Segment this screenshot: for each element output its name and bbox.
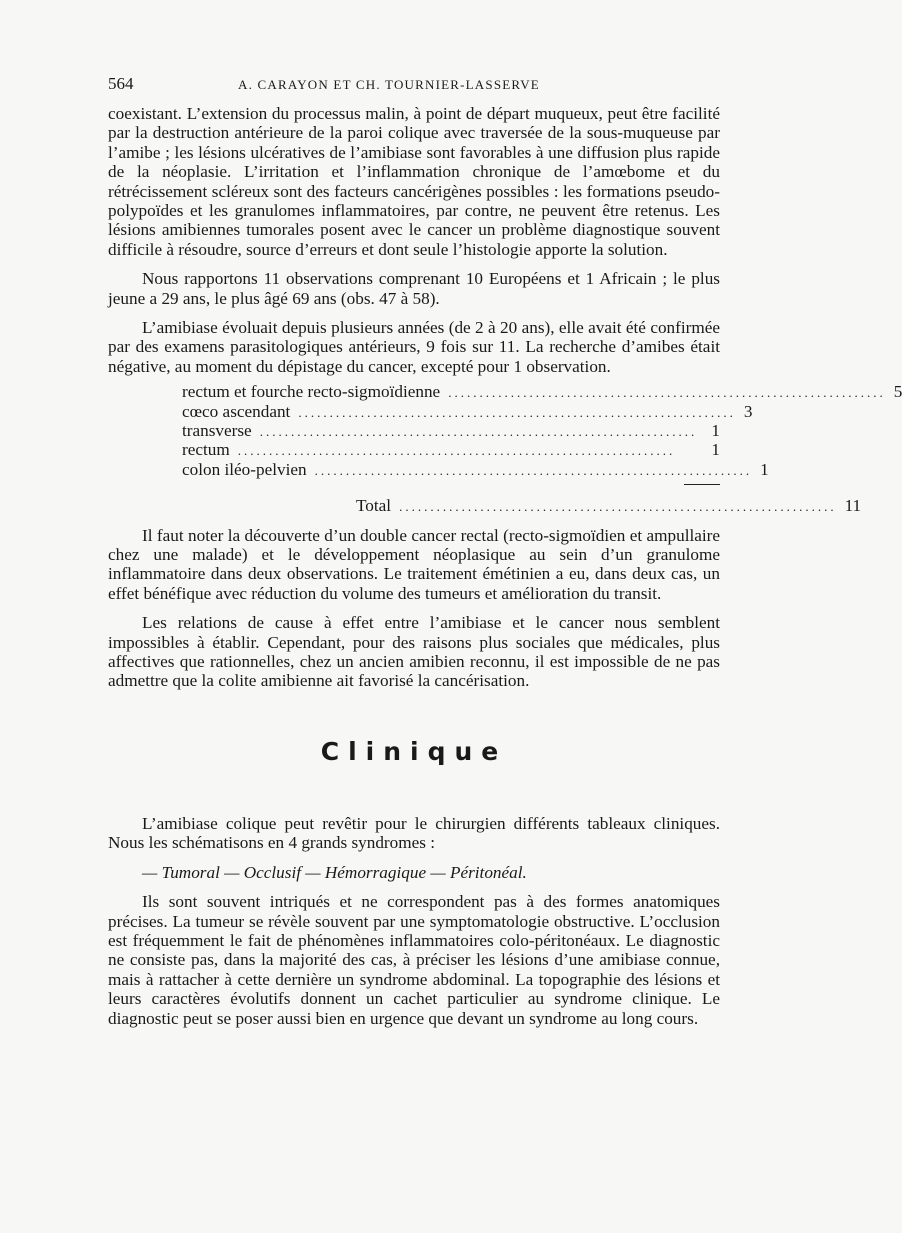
paragraph-7: Ils sont souvent intriqués et ne correspondent pas à des formes anatomiques précises. La tumeur se révèle souvent par une symptomatologie obstructive. L’occlusion est fréquemment le fait de phénomènes inflammatoires colo-péritonéaux. Le diagnostic ne consiste pas, dans la majorité des cas, à préciser les lésions d’une amibiase connue, mais à rattacher à cette dernière un syndrome abdominal. La topographie des lésions et leurs caractères évolutifs donnent un cachet particulier au syndrome clinique. Le diagnostic peut se poser aussi bien en urgence que devant un syndrome au long cours. [108, 892, 720, 1028]
total-label: Total [356, 496, 392, 516]
dot-leader: ...................................................................... [399, 499, 837, 515]
location-row [182, 382, 902, 402]
location-name: cœco ascendant [182, 401, 291, 421]
total-rule [684, 484, 720, 485]
dot-leader: ...................................................................... [298, 404, 736, 420]
total-count: 11 [844, 496, 862, 516]
page-number: 564 [108, 74, 134, 93]
dot-leader: ...................................................................... [237, 443, 676, 459]
total-row [356, 496, 862, 516]
dot-leader: ...................................................................... [448, 385, 886, 401]
location-table [182, 382, 902, 516]
syndromes-line: — Tumoral — Occlusif — Hémorragique — Péritonéal. [142, 862, 527, 882]
dot-leader: ...................................................................... [259, 424, 698, 440]
paragraph-5: Les relations de cause à effet entre l’amibiase et le cancer nous semblent impossibles à établir. Cependant, pour des raisons plus sociales que médicales, plus affectives que rationnelles, chez un ancien amibien reconnu, il est impossible de ne pas admettre que la colite amibienne ait favorisé la cancérisation. [108, 613, 720, 691]
section-title: Clinique [320, 736, 508, 766]
location-name: rectum [182, 440, 230, 460]
location-count: 1 [711, 440, 720, 460]
location-row [182, 421, 720, 440]
location-row [182, 440, 720, 459]
location-row [182, 401, 753, 421]
running-head: A. CARAYON ET CH. TOURNIER-LASSERVE [238, 77, 540, 92]
location-count: 3 [743, 401, 753, 421]
dot-leader: ...................................................................... [314, 462, 753, 478]
location-count: 5 [893, 382, 902, 402]
paragraph-3: L’amibiase évoluait depuis plusieurs années (de 2 à 20 ans), elle avait été confirmée par des examens parasitologiques antérieurs, 9 fois sur 11. La recherche d’amibes était négative, au moment du dépistage du cancer, excepté pour 1 observation. [108, 318, 720, 376]
location-name: rectum et fourche recto-sigmoïdienne [182, 382, 441, 402]
page-header [108, 74, 708, 94]
location-name: colon iléo-pelvien [182, 459, 307, 479]
page-body [108, 104, 902, 1028]
location-row [182, 459, 769, 479]
location-name: transverse [182, 421, 252, 441]
paragraph-2: Nous rapportons 11 observations comprenant 10 Européens et 1 Africain ; le plus jeune a 29 ans, le plus âgé 69 ans (obs. 47 à 58). [108, 269, 720, 308]
paragraph-6: L’amibiase colique peut revêtir pour le chirurgien différents tableaux cliniques. Nous les schématisons en 4 grands syndromes : [108, 813, 720, 853]
paragraph-1: coexistant. L’extension du processus malin, à point de départ muqueux, peut être facilité par la destruction antérieure de la paroi colique avec traversée de la sous-muqueuse par l’amibe ; les lésions ulcératives de l’amibiase sont favorables à une diffusion plus rapide de la néoplasie. L’irritation et l’inflammation chronique de l’amœbome et du rétrécissement scléreux sont des facteurs cancérigènes possibles : les formations pseudo-polypoïdes et les granulomes inflammatoires, par contre, ne peuvent être retenus. Les lésions amibiennes tumorales posent avec le cancer un problème diagnostique souvent difficile à résoudre, source d’erreurs et dont seule l’histologie apporte la solution. [108, 104, 720, 259]
paragraph-4: Il faut noter la découverte d’un double cancer rectal (recto-sigmoïdien et ampullaire chez une malade) et le développement néoplasique au sein d’un granulome inflammatoire dans deux observations. Le traitement émétinien a eu, dans deux cas, un effet bénéfique avec réduction du volume des tumeurs et amélioration du transit. [108, 525, 720, 603]
location-count: 1 [760, 459, 769, 479]
location-count: 1 [711, 421, 720, 441]
